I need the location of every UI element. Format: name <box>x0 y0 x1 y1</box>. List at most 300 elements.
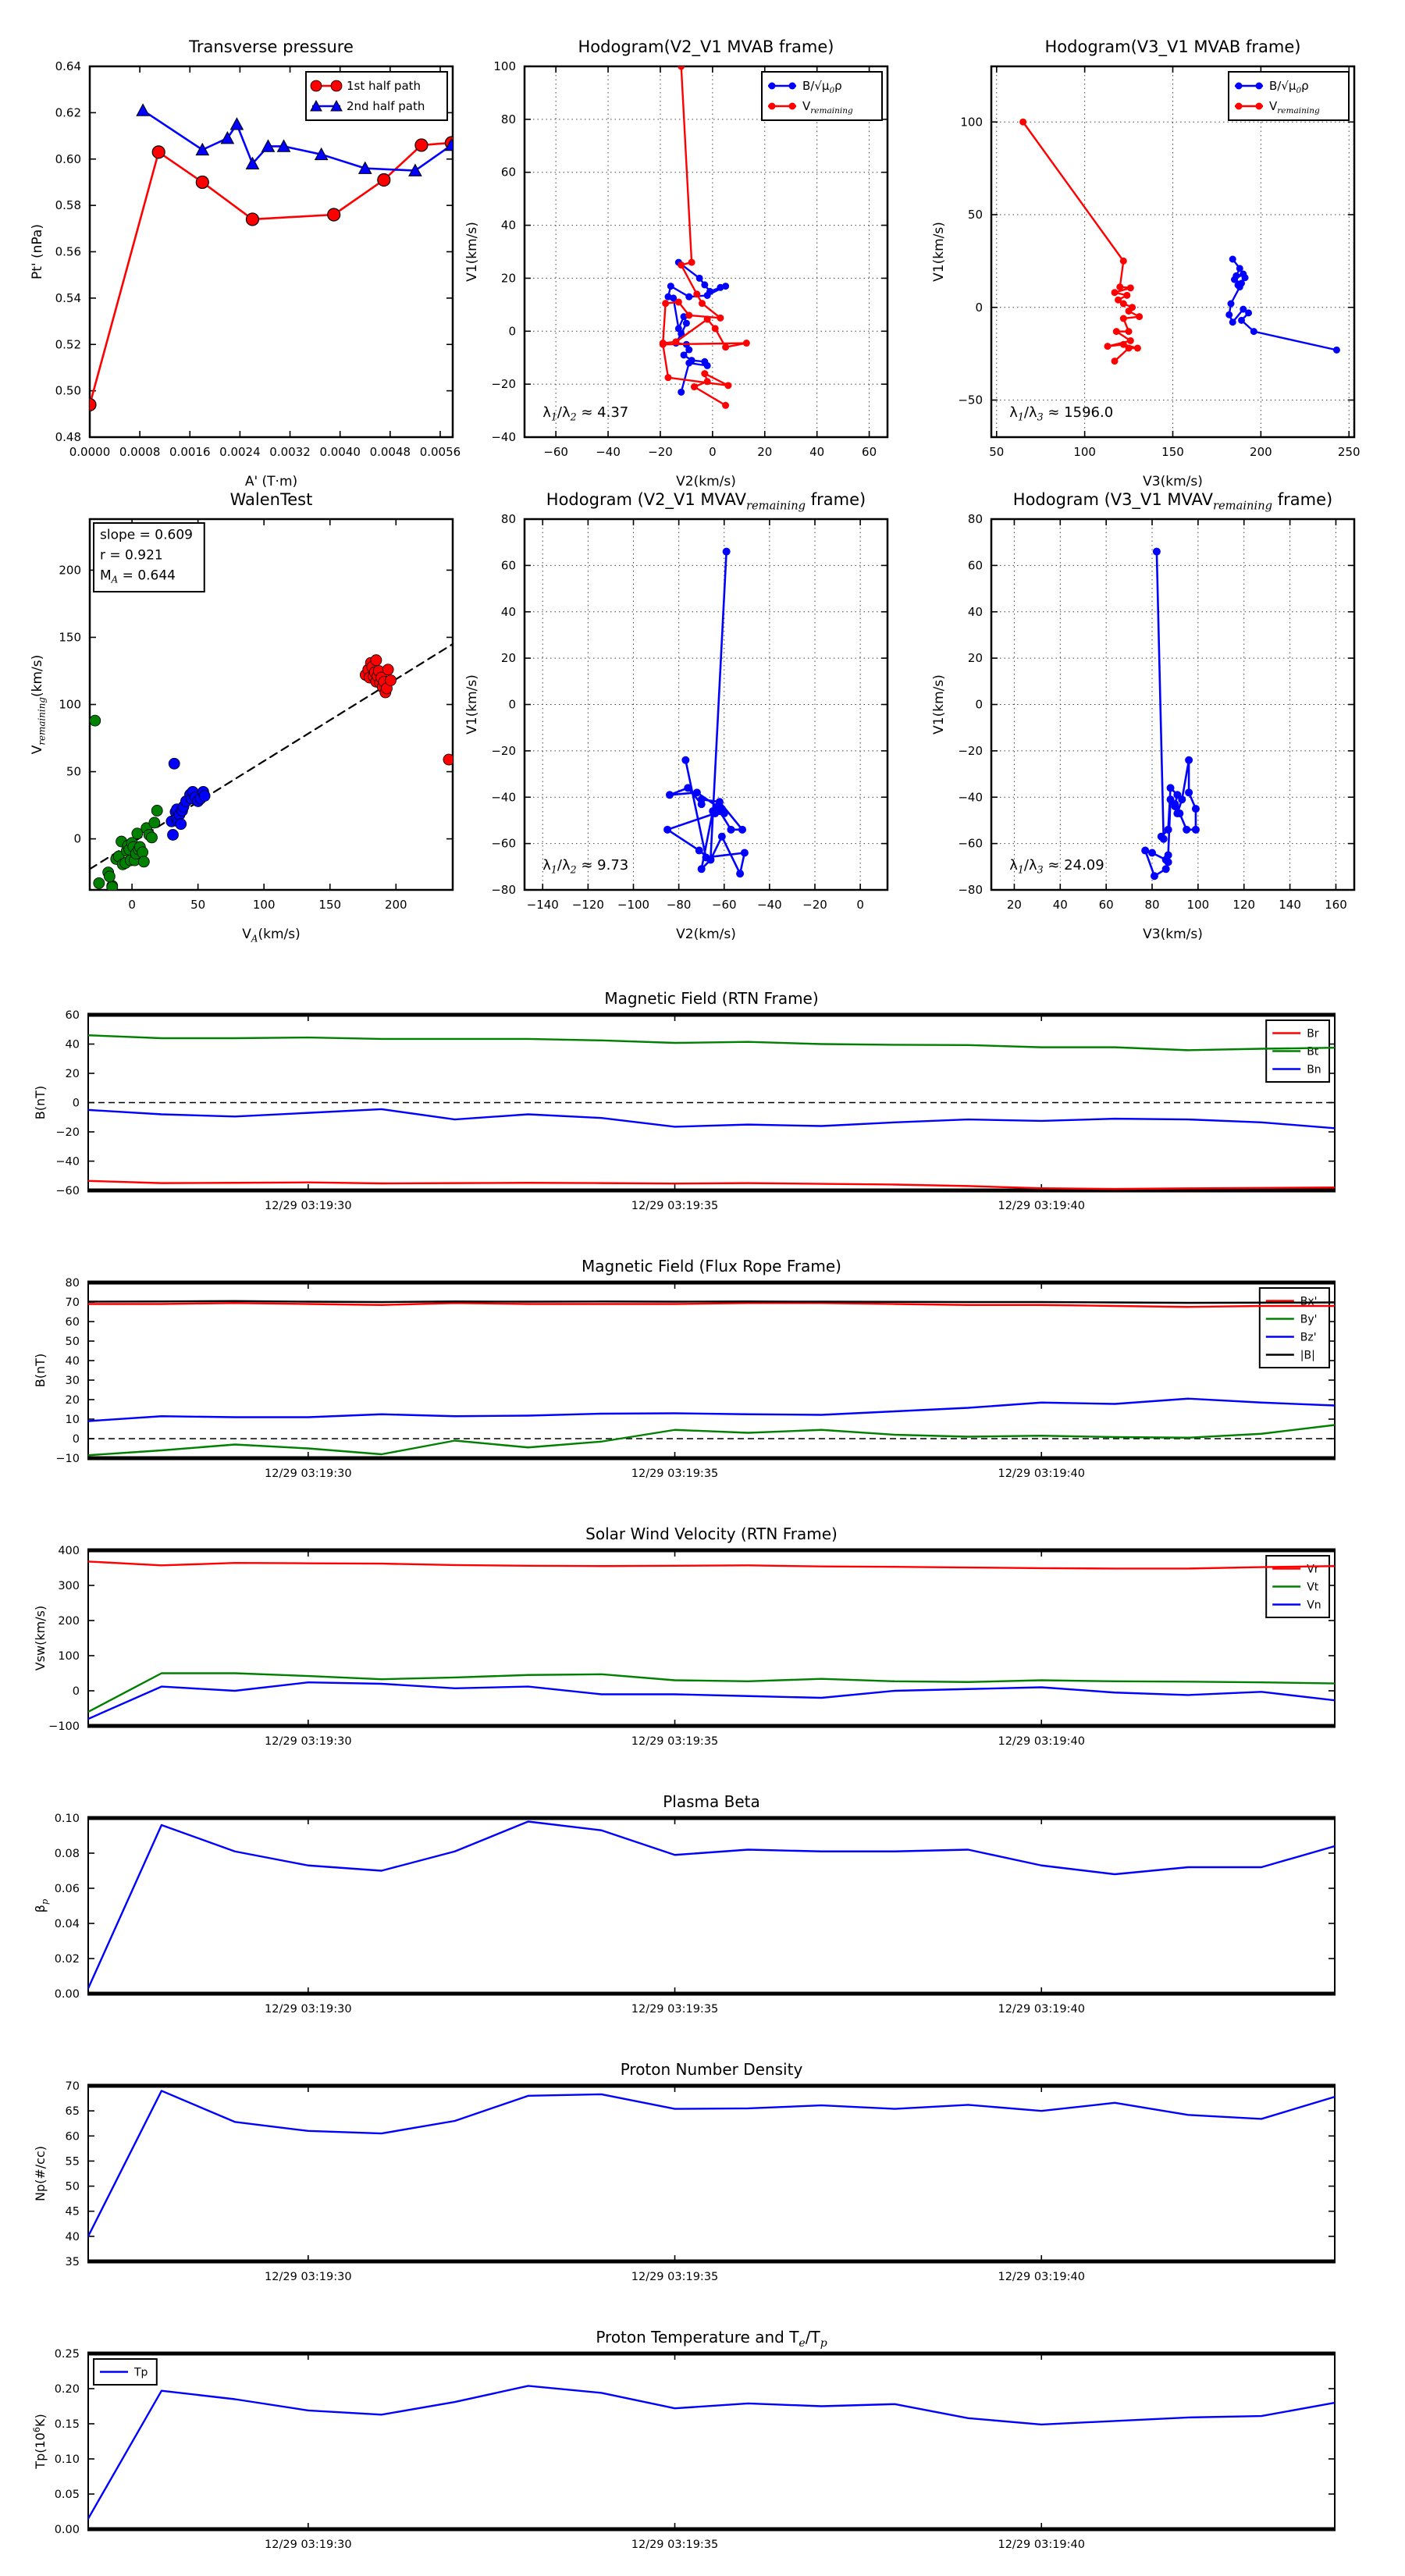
chart-solar-wind-velocity <box>20 1517 1352 1774</box>
t4-svg <box>20 1785 1352 2039</box>
y-tick-label: 80 <box>500 512 516 526</box>
x-tick-label: 12/29 03:19:30 <box>265 1200 352 1212</box>
legend-label: Vr <box>1307 1563 1319 1576</box>
marker-dot <box>1126 328 1133 335</box>
marker-dot <box>1178 795 1186 803</box>
plot-area <box>931 37 1361 489</box>
y-tick-label: 70 <box>65 1297 80 1309</box>
t5-svg <box>20 2053 1352 2307</box>
y-tick-label: 0 <box>975 697 983 712</box>
marker-dot <box>1134 345 1141 352</box>
marker-dot <box>683 320 690 327</box>
x-tick-label: 12/29 03:19:30 <box>265 2271 352 2283</box>
y-tick-label: 50 <box>66 764 81 779</box>
marker-dot <box>1141 847 1149 855</box>
series-group <box>1019 119 1340 365</box>
marker-dot <box>663 826 671 834</box>
x-tick-label: 0 <box>709 445 717 459</box>
y-tick-label: 0 <box>508 697 516 712</box>
y-tick-label: 0.10 <box>54 1813 80 1825</box>
x-tick-label: 120 <box>1232 898 1256 912</box>
x-axis-label: V2(km/s) <box>676 927 736 942</box>
x-tick-label: 12/29 03:19:40 <box>998 1200 1086 1212</box>
marker-dot <box>1238 317 1245 324</box>
chart-title: Hodogram(V3_V1 MVAB frame) <box>1044 37 1301 56</box>
marker-dot <box>673 338 680 345</box>
y-tick-label: 40 <box>65 1038 80 1051</box>
marker-dot <box>704 362 711 369</box>
marker-dot <box>94 877 105 888</box>
y-tick-label: 0.50 <box>55 383 81 398</box>
x-tick-label: −40 <box>757 898 782 912</box>
marker-dot <box>1158 833 1165 841</box>
marker-dot <box>1112 358 1119 365</box>
y-axis-label: B(nT) <box>33 1353 48 1388</box>
marker-dot <box>415 139 428 151</box>
marker-dot <box>688 259 695 266</box>
y-axis-label: Np(#/cc) <box>33 2146 48 2201</box>
marker-dot <box>722 283 729 290</box>
y-tick-label: 45 <box>65 2205 80 2218</box>
annotation-text: $\lambda_1/\lambda_2 \approx 4.37$ <box>542 404 629 423</box>
marker-dot <box>1256 83 1263 90</box>
y-tick-label: 0.25 <box>54 2348 80 2361</box>
x-tick-label: 12/29 03:19:40 <box>998 1735 1086 1748</box>
chart-title: Plasma Beta <box>663 1792 760 1811</box>
marker-dot <box>1120 301 1127 308</box>
p4-svg <box>16 479 475 962</box>
x-tick-label: 100 <box>252 898 276 912</box>
x-tick-label: 12/29 03:19:30 <box>265 2539 352 2551</box>
marker-dot <box>675 298 682 305</box>
y-tick-label: 0 <box>72 1685 80 1698</box>
t6-svg <box>20 2321 1352 2574</box>
y-tick-label: 50 <box>65 1336 80 1348</box>
chart-hodogram-v3v1-mvab <box>917 26 1376 512</box>
marker-dot <box>1167 784 1175 792</box>
legend <box>1260 1288 1329 1368</box>
plot-area <box>33 1525 1336 1748</box>
x-tick-label: 40 <box>809 445 825 459</box>
y-tick-label: 400 <box>58 1545 80 1557</box>
marker-dot <box>662 300 669 307</box>
legend-label: Bn <box>1307 1063 1321 1076</box>
y-tick-label: 0.05 <box>54 2489 80 2501</box>
marker-dot <box>711 809 719 817</box>
marker-dot <box>104 871 115 882</box>
marker-dot <box>151 805 162 816</box>
marker-dot <box>743 340 750 347</box>
chart-plasma-beta <box>20 1785 1352 2042</box>
y-tick-label: 80 <box>65 1277 80 1290</box>
y-tick-label: 70 <box>65 2080 80 2093</box>
marker-dot <box>176 819 187 830</box>
y-tick-label: 0.54 <box>55 290 81 305</box>
chart-transverse-pressure <box>16 26 475 512</box>
marker-dot <box>169 758 180 769</box>
y-tick-label: 20 <box>967 651 983 666</box>
x-tick-label: 20 <box>757 445 773 459</box>
marker-dot <box>1123 292 1130 299</box>
marker-dot <box>138 856 149 867</box>
y-tick-label: 80 <box>500 112 516 126</box>
x-tick-label: 40 <box>1052 898 1068 912</box>
x-tick-label: 150 <box>1161 445 1184 459</box>
legend <box>762 72 882 120</box>
marker-dot <box>1127 337 1134 344</box>
y-axis-label: $Tp(10^6K)$ <box>31 2414 48 2469</box>
series-Vn <box>88 1682 1335 1719</box>
y-tick-label: 60 <box>500 558 516 573</box>
y-tick-label: 0.58 <box>55 198 81 213</box>
marker-dot <box>660 341 667 348</box>
y-tick-label: 20 <box>500 651 516 666</box>
x-tick-label: −20 <box>802 898 827 912</box>
p2-svg <box>450 26 909 509</box>
x-axis-label: A' (T·m) <box>244 474 298 489</box>
series-Bx' <box>88 1303 1335 1307</box>
chart-hodogram-v2v1-mvav <box>450 479 909 965</box>
y-tick-label: 80 <box>967 512 983 526</box>
chart-title: Hodogram(V2_V1 MVAB frame) <box>578 37 834 56</box>
x-tick-label: 50 <box>989 445 1005 459</box>
series-line <box>88 1035 1335 1050</box>
marker-dot <box>1019 119 1026 126</box>
marker-dot <box>696 275 703 282</box>
marker-dot <box>152 146 165 158</box>
x-tick-label: 12/29 03:19:30 <box>265 2003 352 2016</box>
x-tick-label: −60 <box>543 445 568 459</box>
marker-dot <box>1225 311 1232 318</box>
marker-dot <box>382 664 393 675</box>
marker-dot <box>702 853 710 861</box>
series-line <box>88 1301 1335 1303</box>
t2-svg <box>20 1250 1352 1503</box>
series-V-hodogram <box>663 548 749 878</box>
y-axis-label: V1(km/s) <box>464 222 480 282</box>
y-tick-label: 100 <box>59 697 81 712</box>
series-|B| <box>88 1301 1335 1303</box>
y-tick-label: 0.02 <box>54 1953 80 1966</box>
marker-dot <box>699 300 706 307</box>
marker-dot <box>789 103 796 110</box>
x-tick-label: 12/29 03:19:40 <box>998 2271 1086 2283</box>
y-tick-label: 0.04 <box>54 1918 80 1930</box>
marker-dot <box>704 292 711 299</box>
x-axis-label: V3(km/s) <box>1143 927 1203 942</box>
chart-title: Hodogram (V2_V1 $MVAV_{remaining}$ frame) <box>546 490 866 513</box>
y-tick-label: −80 <box>958 883 983 897</box>
series-group <box>660 63 750 409</box>
marker-dot <box>1229 256 1236 263</box>
y-tick-label: 40 <box>967 604 983 619</box>
chart-magnetic-field-flux-rope <box>20 1250 1352 1507</box>
y-tick-label: −40 <box>55 1155 80 1169</box>
marker-dot <box>727 826 735 834</box>
marker-dot <box>378 173 390 186</box>
axes-frame <box>88 1550 1335 1726</box>
y-tick-label: 0 <box>73 831 81 846</box>
series-line <box>88 1399 1335 1421</box>
series-V-hodogram <box>1141 548 1200 881</box>
series-group <box>1141 548 1200 881</box>
marker-dot <box>769 103 776 110</box>
marker-dot <box>722 402 729 409</box>
y-tick-label: 150 <box>59 630 81 645</box>
grid <box>525 519 887 890</box>
marker-dot <box>685 311 692 318</box>
legend-label: Br <box>1307 1027 1319 1041</box>
chart-title: Proton Number Density <box>620 2060 803 2079</box>
legend-label: |B| <box>1300 1349 1315 1362</box>
legend <box>306 72 447 120</box>
x-tick-label: 50 <box>190 898 206 912</box>
marker-dot <box>1245 309 1252 316</box>
x-tick-label: 140 <box>1279 898 1301 912</box>
x-tick-label: 160 <box>1325 898 1347 912</box>
marker-dot <box>1104 343 1111 350</box>
x-axis-label: $V_A(km/s)$ <box>242 927 301 945</box>
legend <box>1229 72 1349 120</box>
chart-hodogram-v2v1-mvab <box>450 26 909 512</box>
plot-area <box>464 490 887 942</box>
y-tick-label: −100 <box>48 1720 80 1733</box>
marker-dot <box>1167 795 1175 803</box>
legend-label: 2nd half path <box>347 99 425 113</box>
legend-label: Tp <box>134 2366 148 2379</box>
plot-area <box>30 37 461 489</box>
x-tick-label: −120 <box>571 898 604 912</box>
chart-title: Proton Temperature and $T_e/T_p$ <box>596 2328 827 2350</box>
chart-title: Transverse pressure <box>189 37 354 56</box>
marker-dot <box>678 262 685 269</box>
series-Vt <box>88 1674 1335 1713</box>
y-tick-label: −20 <box>958 743 983 758</box>
y-axis-label: V1(km/s) <box>931 222 947 282</box>
x-tick-label: 12/29 03:19:30 <box>265 1468 352 1480</box>
t1-svg <box>20 982 1352 1236</box>
legend-label: Vt <box>1307 1581 1319 1594</box>
legend-label: $V_{remaining}$ <box>802 99 853 116</box>
x-tick-label: 12/29 03:19:40 <box>998 1468 1086 1480</box>
x-tick-label: 0.0040 <box>319 445 361 459</box>
x-axis-label: V3(km/s) <box>1143 474 1203 489</box>
x-tick-label: 0.0056 <box>419 445 461 459</box>
x-tick-label: −80 <box>666 898 692 912</box>
y-tick-label: 40 <box>500 218 516 233</box>
x-tick-label: 12/29 03:19:35 <box>631 1200 719 1212</box>
marker-dot <box>1185 788 1193 796</box>
marker-dot <box>1112 289 1119 296</box>
y-tick-label: 100 <box>58 1650 80 1663</box>
y-tick-label: −60 <box>491 836 516 851</box>
x-tick-label: 0.0032 <box>269 445 311 459</box>
legend-label: Vn <box>1307 1599 1321 1612</box>
y-tick-label: 100 <box>493 59 516 73</box>
x-tick-label: −140 <box>526 898 559 912</box>
t3-svg <box>20 1517 1352 1771</box>
marker-dot <box>1192 826 1200 834</box>
y-tick-label: −60 <box>55 1185 80 1197</box>
x-tick-label: 0 <box>856 898 864 912</box>
marker-dot <box>1127 284 1134 291</box>
marker-dot <box>704 316 711 323</box>
plot-area <box>33 1792 1336 2016</box>
y-tick-label: 55 <box>65 2155 80 2169</box>
series-group <box>663 548 749 878</box>
y-tick-label: −40 <box>958 790 983 805</box>
marker-dot <box>1136 313 1143 320</box>
marker-dot <box>1120 258 1127 265</box>
chart-title: Hodogram (V3_V1 $MVAV_{remaining}$ frame) <box>1012 490 1333 513</box>
y-tick-label: 0 <box>975 300 983 315</box>
x-tick-label: 12/29 03:19:35 <box>631 1468 719 1480</box>
y-axis-label: B(nT) <box>33 1085 48 1120</box>
marker-dot <box>769 83 776 90</box>
x-tick-label: 100 <box>1186 898 1210 912</box>
ticks <box>88 1818 1335 1994</box>
y-tick-label: 0.00 <box>54 2524 80 2536</box>
y-tick-label: 0.60 <box>55 151 81 166</box>
y-tick-label: 0.62 <box>55 105 81 120</box>
y-tick-label: 35 <box>65 2256 80 2268</box>
marker-dot <box>328 208 340 221</box>
legend-label: $B/√\mu_0\rho$ <box>1269 79 1309 95</box>
x-tick-label: 60 <box>862 445 877 459</box>
y-tick-label: −20 <box>491 743 516 758</box>
marker-dot <box>1126 345 1133 352</box>
p5-svg <box>450 479 909 962</box>
series-Br <box>88 1181 1335 1189</box>
x-tick-label: −100 <box>617 898 650 912</box>
legend-label: $B/√\mu_0\rho$ <box>802 79 842 95</box>
marker-dot <box>246 213 258 226</box>
y-tick-label: 30 <box>65 1375 80 1387</box>
series-group <box>88 1822 1335 1989</box>
marker-dot <box>1192 805 1200 813</box>
marker-dot <box>146 832 157 843</box>
x-tick-label: 0 <box>128 898 136 912</box>
x-axis-label: V2(km/s) <box>676 474 736 489</box>
series-line <box>88 1109 1335 1128</box>
p1-svg <box>16 26 475 509</box>
x-tick-label: 250 <box>1337 445 1361 459</box>
y-tick-label: 60 <box>500 165 516 180</box>
legend-label: $V_{remaining}$ <box>1269 99 1320 116</box>
marker-dot <box>1256 103 1263 110</box>
y-tick-label: −40 <box>491 790 516 805</box>
ticks <box>88 2086 1335 2261</box>
y-axis-label: $V_{remaining}(km/s)$ <box>30 654 48 755</box>
series-line <box>88 1682 1335 1719</box>
y-tick-label: −40 <box>491 430 516 444</box>
y-tick-label: 50 <box>65 2180 80 2194</box>
marker-dot <box>685 347 692 354</box>
x-tick-label: 12/29 03:19:35 <box>631 1735 719 1748</box>
y-tick-label: 0.52 <box>55 337 81 352</box>
marker-dot <box>90 715 101 726</box>
marker-dot <box>736 870 744 877</box>
series-group <box>84 104 457 411</box>
marker-dot <box>684 784 692 792</box>
x-tick-label: 0.0008 <box>119 445 161 459</box>
series-Vremaining <box>660 63 750 409</box>
marker-dot <box>1333 347 1340 354</box>
marker-dot <box>1229 318 1236 326</box>
marker-dot <box>149 817 160 828</box>
legend <box>94 2359 157 2385</box>
marker-dot <box>1126 308 1133 315</box>
marker-dot <box>693 290 700 297</box>
series-walen-red <box>360 655 454 765</box>
x-tick-label: −40 <box>596 445 621 459</box>
series-By' <box>88 1425 1335 1456</box>
series-line <box>88 1181 1335 1189</box>
legend-label: 1st half path <box>347 79 422 93</box>
y-tick-label: 200 <box>58 1615 80 1628</box>
marker-dot <box>1120 315 1127 322</box>
series-Bt <box>88 1035 1335 1050</box>
axes-frame <box>88 2354 1335 2529</box>
x-tick-label: 12/29 03:19:40 <box>998 2539 1086 2551</box>
marker-dot <box>723 548 731 556</box>
legend-label: Bx' <box>1300 1295 1318 1308</box>
marker-dot <box>1116 283 1123 290</box>
series-line <box>88 2386 1335 2518</box>
series-1st-half-path <box>84 137 457 411</box>
marker-dot <box>1185 756 1193 764</box>
marker-dot <box>789 83 796 90</box>
marker-dot <box>1236 103 1243 110</box>
grid <box>991 66 1354 437</box>
x-tick-label: 0.0000 <box>69 445 111 459</box>
y-tick-label: −10 <box>55 1453 80 1465</box>
p6-svg <box>917 479 1376 962</box>
marker-dot <box>1165 826 1172 834</box>
ticks <box>88 2354 1335 2529</box>
marker-dot <box>1183 826 1190 834</box>
y-tick-label: 0.15 <box>54 2418 80 2431</box>
series-Bz' <box>88 1399 1335 1421</box>
marker-triangle <box>230 118 243 130</box>
ticks <box>88 1550 1335 1726</box>
x-tick-label: 80 <box>1144 898 1160 912</box>
marker-dot <box>1113 328 1120 335</box>
marker-dot <box>1236 283 1243 290</box>
y-tick-label: 0.64 <box>55 59 81 73</box>
plot-area <box>33 1257 1336 1480</box>
marker-dot <box>678 389 685 396</box>
series-line <box>88 1561 1335 1568</box>
y-tick-label: 40 <box>65 1355 80 1368</box>
y-axis-label: Vsw(km/s) <box>33 1605 48 1671</box>
y-tick-label: 65 <box>65 2105 80 2119</box>
marker-dot <box>664 374 671 381</box>
series-Np <box>88 2090 1335 2236</box>
marker-dot <box>107 882 118 893</box>
y-tick-label: 100 <box>960 115 983 130</box>
marker-dot <box>1171 802 1179 810</box>
annotation-text: $\lambda_1/\lambda_2 \approx 9.73$ <box>542 857 629 876</box>
marker-dot <box>1236 83 1243 90</box>
y-tick-label: 40 <box>500 604 516 619</box>
x-tick-label: −20 <box>648 445 673 459</box>
y-axis-label: V1(km/s) <box>464 674 480 735</box>
marker-dot <box>1162 865 1170 873</box>
marker-dot <box>717 315 724 322</box>
series-line <box>88 2090 1335 2236</box>
y-tick-label: 0.06 <box>54 1883 80 1895</box>
